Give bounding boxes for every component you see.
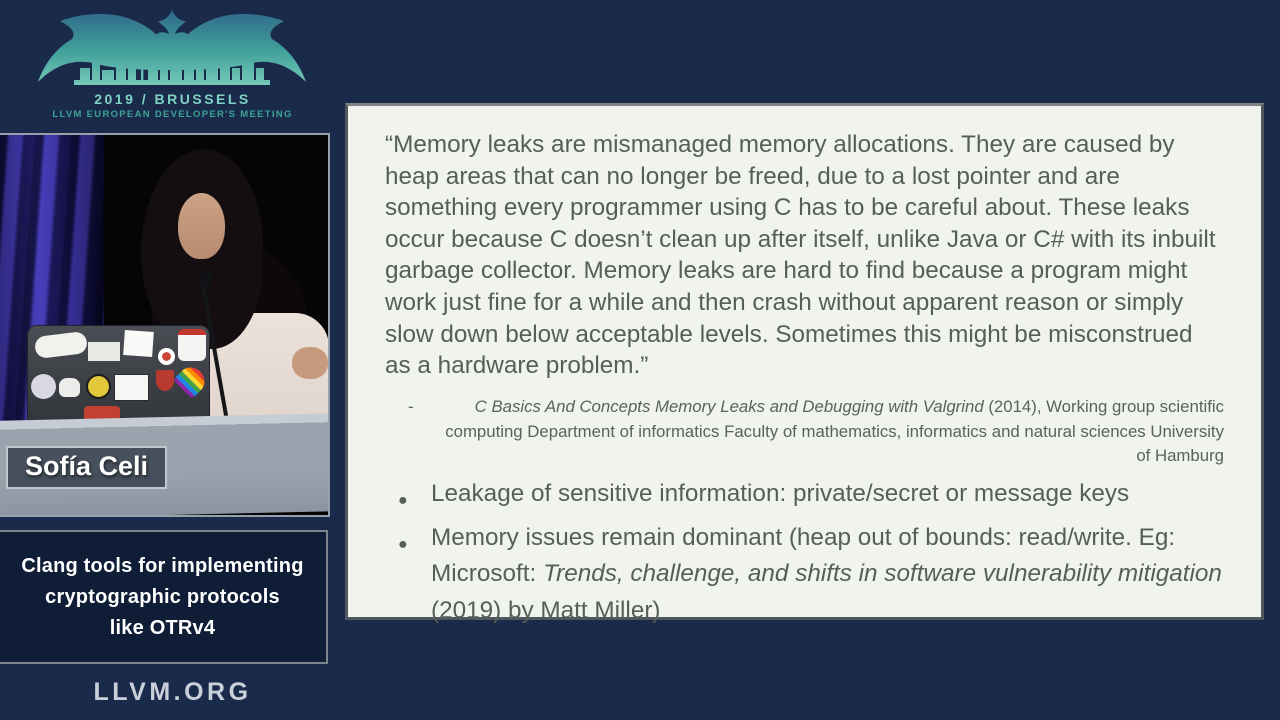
speaker-face (178, 193, 225, 259)
laptop-stickers (86, 374, 111, 399)
bullet-text-segment: Memory issues remain dominant (heap out of bounds: read/write. Eg: Microsoft: (431, 523, 1176, 588)
laptop-stickers (31, 374, 56, 399)
bullet-text-segment: Leakage of sensitive information: private/secret or message keys (431, 480, 1130, 508)
laptop-with-stickers (27, 325, 210, 425)
bullet-icon: ● (398, 535, 408, 553)
bullet-text-italic: Trends, challenge, and shifts in software vulnerability mitigation (543, 560, 1222, 588)
attribution-source-title: C Basics And Concepts Memory Leaks and Debugging with Valgrind (474, 396, 984, 416)
laptop-stickers (114, 374, 149, 401)
talk-title-card (0, 530, 328, 664)
llvm-dragon-logo (12, 2, 332, 102)
speaker-hand (292, 347, 328, 379)
speaker-name-badge: Sofía Celi (6, 446, 167, 489)
llvm-conference-logo (0, 0, 345, 132)
bullet-text (431, 476, 1224, 520)
laptop-stickers (123, 330, 154, 357)
list-item (398, 476, 1224, 520)
attribution-dash: - (408, 396, 414, 416)
slide-bullet-list (385, 476, 1224, 629)
attribution-text (414, 395, 1224, 469)
rainbow-heart-sticker (173, 362, 210, 399)
slide-quote: “Memory leaks are mismanaged memory allocations. They are caused by heap areas that can no longer be freed, due to a lost pointer and are something every programmer using C has to be careful about. These leaks occur because C doesn’t clean up after itself, unlike Java or C# with its inbuilt garbage collector. Memory leaks are hard to find because a program might work just fine for a while and then crash without apparent reason or simply slow down below acceptable levels. Sometimes this might be misconstrued as a hardware problem.” (385, 131, 1216, 380)
laptop-stickers (156, 370, 174, 391)
talk-title-line: cryptographic protocols (45, 585, 280, 608)
logo-year-city: 2019 / BRUSSELS (94, 91, 251, 107)
list-item (398, 520, 1224, 630)
footer (0, 664, 345, 720)
laptop-stickers (158, 348, 175, 365)
quote-attribution (385, 395, 1224, 469)
talk-title-line: Clang tools for implementing (21, 554, 304, 577)
attribution-details: (2014), Working group scientific computing Department of informatics Faculty of mathematics, informatics and natural sciences University of Hamburg (445, 396, 1224, 466)
laptop-stickers (59, 378, 80, 397)
logo-meeting-name: LLVM EUROPEAN DEVELOPER'S MEETING (52, 109, 293, 120)
bullet-icon: ● (398, 492, 408, 510)
laptop-stickers (178, 329, 206, 361)
laptop-stickers (88, 342, 120, 361)
llvm-org-link: LLVM.ORG (93, 677, 252, 706)
presentation-slide (345, 103, 1264, 624)
bullet-text-segment: (2019) by Matt Miller) (431, 596, 661, 624)
talk-title (0, 551, 326, 644)
laptop-stickers (34, 331, 88, 359)
bullet-text (431, 520, 1224, 630)
speaker-video (0, 133, 330, 517)
talk-title-line: like OTRv4 (109, 616, 216, 639)
